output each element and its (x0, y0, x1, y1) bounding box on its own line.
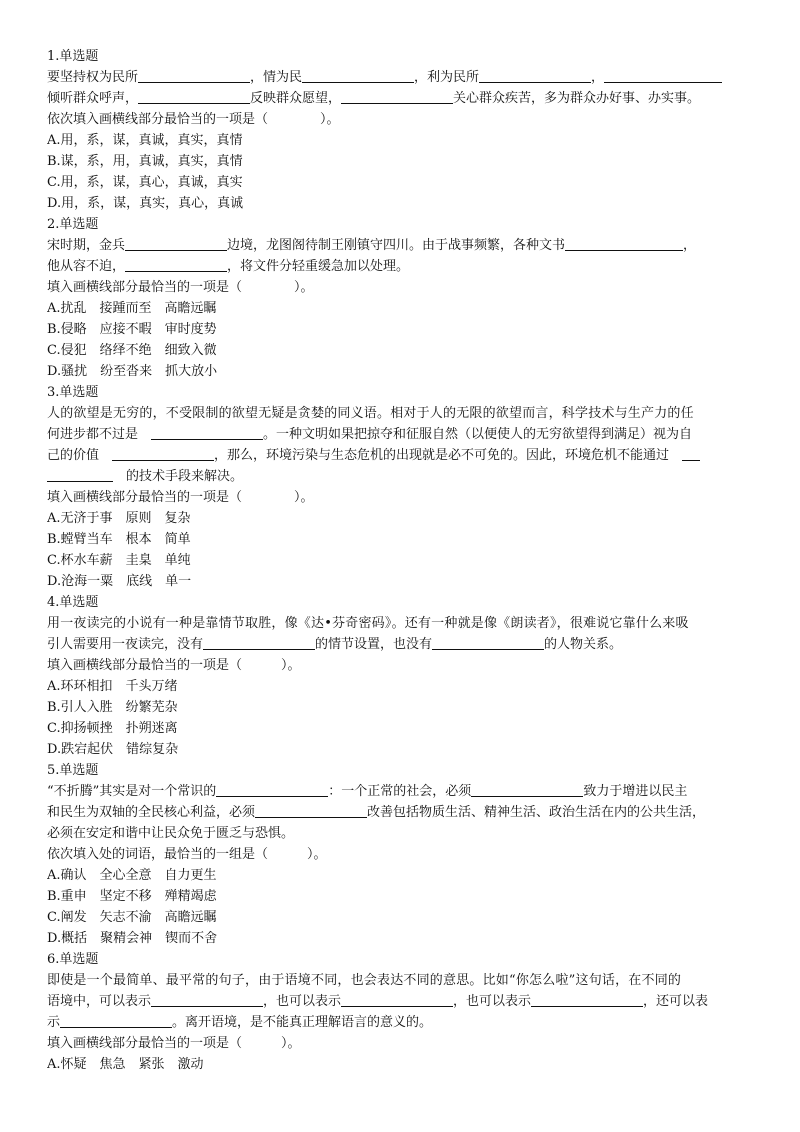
question-header: 5.单选题 (47, 763, 99, 778)
question-header: 1.单选题 (47, 49, 99, 64)
question-header: 4.单选题 (47, 595, 99, 610)
blank-line (604, 67, 722, 83)
option-d[interactable]: D.骚扰 纷至沓来 抓大放小 (47, 364, 218, 379)
question-6 (47, 949, 758, 1075)
blank-line (565, 235, 683, 251)
question-prompt: 依次填入画横线部分最恰当的一项是（ ）。 (47, 112, 340, 127)
blank-line (151, 424, 263, 440)
question-stem-line: 的技术手段来解决。 (47, 466, 758, 487)
blank-line (216, 781, 328, 797)
question-stem-line: 要坚持权为民所 ，情为民 ，利为民所 ， (47, 67, 758, 88)
option-b[interactable]: B.重申 坚定不移 殚精竭虑 (47, 889, 217, 904)
blank-line (302, 67, 414, 83)
option-c[interactable]: C.杯水车薪 圭臬 单纯 (47, 553, 191, 568)
option-b[interactable]: B.侵略 应接不暇 审时度势 (47, 322, 217, 337)
question-header: 3.单选题 (47, 385, 99, 400)
blank-line (151, 991, 263, 1007)
question-prompt: 填入画横线部分最恰当的一项是（ ）。 (47, 658, 301, 673)
question-stem-line: 用一夜读完的小说有一种是靠情节取胜，像《达•芬奇密码》。还有一种就是像《朗读者》，很难说它靠什么来吸 (47, 616, 689, 631)
question-stem-line: 何进步都不过是 。一种文明如果把掠夺和征服自然（以便使人的无穷欲望得到满足）视为自 (47, 424, 758, 445)
option-a[interactable]: A.确认 全心全意 自力更生 (47, 868, 217, 883)
question-prompt: 填入画横线部分最恰当的一项是（ ）。 (47, 490, 314, 505)
question-stem-line: 宋时期，金兵 边境，龙图阁待制王刚镇守四川。由于战事频繁，各种文书 ， (47, 235, 758, 256)
question-stem-line: 人的欲望是无穷的，不受限制的欲望无疑是贪婪的同义语。相对于人的无限的欲望而言，科学技术与生产力的任 (47, 406, 694, 421)
blank-line (47, 466, 113, 482)
blank-line (138, 88, 250, 104)
question-prompt: 填入画横线部分最恰当的一项是（ ）。 (47, 1036, 301, 1051)
question-3 (47, 382, 758, 592)
blank-line (471, 781, 583, 797)
option-d[interactable]: D.沧海一粟 底线 单一 (47, 574, 192, 589)
option-c[interactable]: C.抑扬顿挫 扑朔迷离 (47, 721, 178, 736)
option-c[interactable]: C.用，系，谋，真心，真诚，真实 (47, 175, 243, 190)
option-a[interactable]: A.用，系，谋，真诚，真实，真情 (47, 133, 243, 148)
blank-line (138, 67, 250, 83)
blank-line (125, 256, 227, 272)
blank-line (255, 802, 367, 818)
blank-line (531, 991, 643, 1007)
question-2 (47, 214, 758, 382)
question-1 (47, 46, 758, 214)
question-prompt: 依次填入处的词语，最恰当的一组是（ ）。 (47, 847, 327, 862)
question-stem-line: 即使是一个最简单、最平常的句子，由于语境不同，也会表达不同的意思。比如“你怎么啦”这句话，在不同的 (47, 973, 682, 988)
question-stem-line: 他从容不迫， ，将文件分轻重缓急加以处理。 (47, 256, 758, 277)
option-c[interactable]: C.侵犯 络绎不绝 细致入微 (47, 343, 217, 358)
blank-line (60, 1012, 172, 1028)
question-stem-line: 己的价值 ，那么，环境污染与生态危机的出现就是必不可免的。因此，环境危机不能通过 (47, 445, 758, 466)
blank-line (203, 634, 315, 650)
option-d[interactable]: D.用，系，谋，真实，真心，真诚 (47, 196, 244, 211)
option-d[interactable]: D.跌宕起伏 错综复杂 (47, 742, 179, 757)
question-stem-line: 必须在安定和谐中让民众免于匮乏与恐惧。 (47, 826, 295, 841)
option-b[interactable]: B.谋，系，用，真诚，真实，真情 (47, 154, 243, 169)
blank-line (341, 991, 453, 1007)
option-b[interactable]: B.螳臂当车 根本 简单 (47, 532, 191, 547)
question-stem-line: 倾听群众呼声， 反映群众愿望， 关心群众疾苦，多为群众办好事、办实事。 (47, 88, 758, 109)
option-a[interactable]: A.扰乱 接踵而至 高瞻远瞩 (47, 301, 217, 316)
question-stem-line: 和民生为双轴的全民核心利益，必须 改善包括物质生活、精神生活、政治生活在内的公共生活， (47, 802, 758, 823)
blank-line (682, 445, 700, 461)
question-stem-line: 示 。离开语境，是不能真正理解语言的意义的。 (47, 1012, 758, 1033)
option-c[interactable]: C.阐发 矢志不渝 高瞻远瞩 (47, 910, 217, 925)
option-d[interactable]: D.概括 聚精会神 锲而不舍 (47, 931, 218, 946)
question-prompt: 填入画横线部分最恰当的一项是（ ）。 (47, 280, 314, 295)
option-b[interactable]: B.引人入胜 纷繁芜杂 (47, 700, 178, 715)
option-a[interactable]: A.环环相扣 千头万绪 (47, 679, 178, 694)
blank-line (341, 88, 453, 104)
option-a[interactable]: A.无济于事 原则 复杂 (47, 511, 191, 526)
question-5 (47, 760, 758, 949)
blank-line (125, 235, 227, 251)
question-stem-line: 引人需要用一夜读完，没有 的情节设置，也没有 的人物关系。 (47, 634, 758, 655)
blank-line (479, 67, 591, 83)
question-stem-line: 语境中，可以表示 ，也可以表示 ，也可以表示 ，还可以表 (47, 991, 758, 1012)
blank-line (112, 445, 214, 461)
option-a[interactable]: A.怀疑 焦急 紧张 激动 (47, 1057, 204, 1072)
question-4 (47, 592, 758, 760)
question-header: 6.单选题 (47, 952, 99, 967)
blank-line (432, 634, 544, 650)
question-stem-line: “不折腾”其实是对一个常识的 ：一个正常的社会，必须 致力于增进以民主 (47, 781, 758, 802)
question-header: 2.单选题 (47, 217, 99, 232)
